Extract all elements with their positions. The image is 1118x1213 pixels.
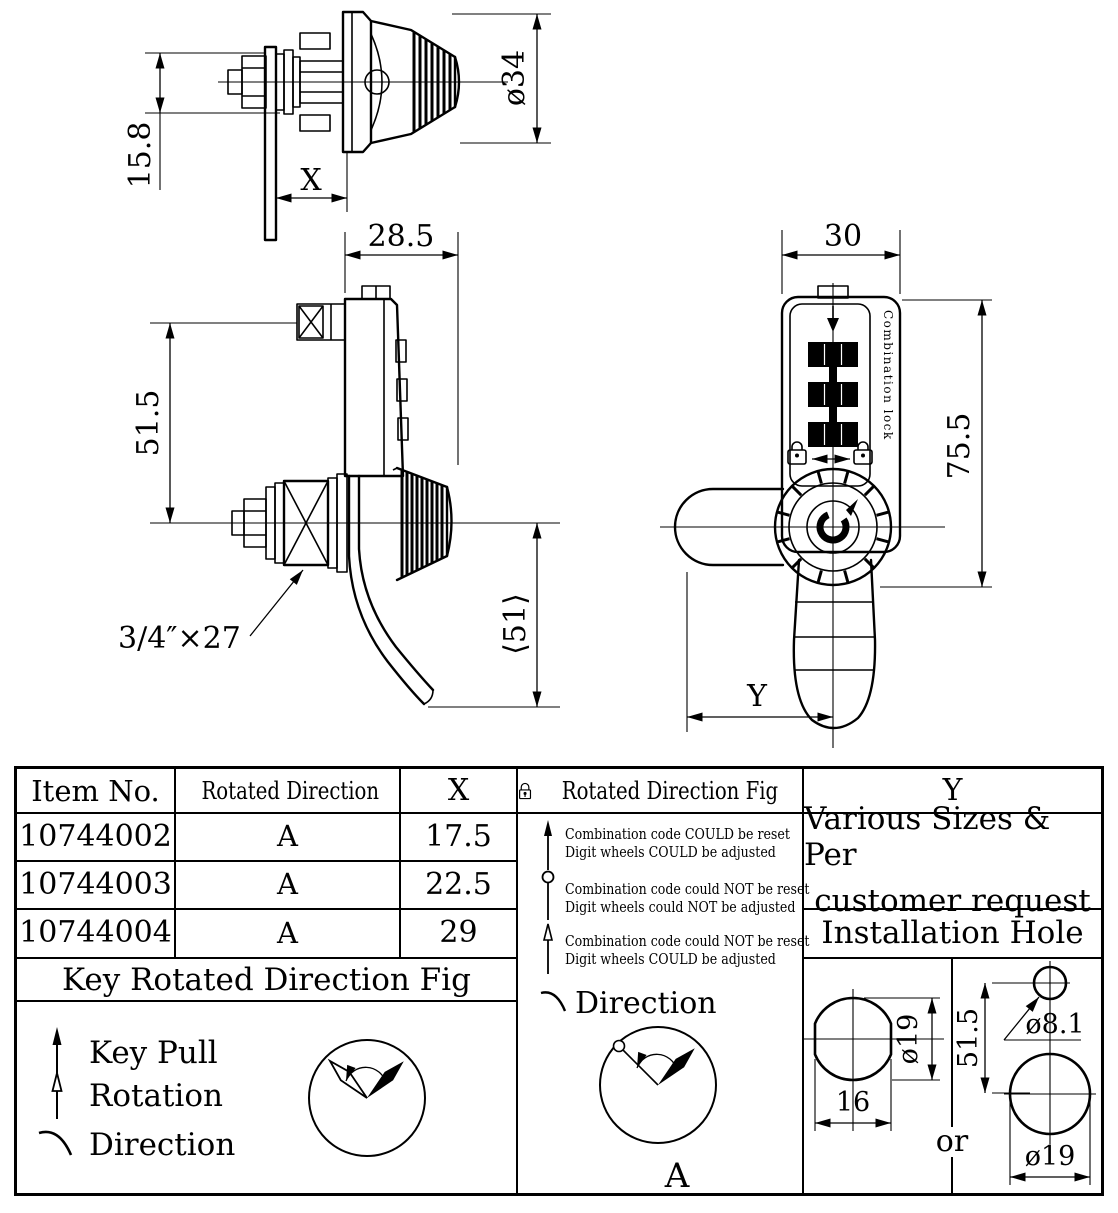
grid-line bbox=[516, 769, 518, 1193]
brand-text-vertical: Combination lock bbox=[881, 310, 895, 441]
note-line: Combination code could NOT be reset bbox=[565, 880, 810, 898]
direction-cell: A bbox=[277, 867, 298, 901]
spec-table bbox=[14, 766, 1104, 1196]
digit-wheel-row: 432 bbox=[807, 345, 859, 366]
note-reset-yes bbox=[565, 826, 833, 861]
direction-label: Direction bbox=[89, 1127, 236, 1163]
dim-label: 51.5 bbox=[131, 389, 166, 457]
pin-circle-icon bbox=[539, 868, 557, 924]
index-arrow-icon bbox=[827, 306, 839, 332]
view-side-assembly bbox=[123, 12, 551, 240]
note-line: Digit wheels could NOT be adjusted bbox=[565, 897, 796, 916]
key-pull-pointer bbox=[330, 1061, 367, 1098]
direction-arc-icon bbox=[538, 988, 570, 1016]
rotated-direction-fig-header-label: Rotated Direction Fig bbox=[561, 776, 779, 805]
or-label: or bbox=[935, 1124, 969, 1159]
double-d-hole-figure bbox=[804, 989, 944, 1131]
dim-label: ø19 bbox=[893, 1013, 924, 1065]
direction-arc-icon bbox=[39, 1132, 71, 1155]
ribbed-knob-rear bbox=[393, 468, 452, 580]
dim-label: 15.8 bbox=[123, 121, 158, 189]
thread-callout bbox=[118, 570, 303, 656]
key-fig-title: Key Rotated Direction Fig bbox=[62, 961, 471, 998]
x-column-header: X bbox=[447, 773, 470, 808]
item-no-cell: 10744002 bbox=[19, 818, 172, 854]
direction-cell: A bbox=[277, 819, 298, 853]
clip-tab-bottom bbox=[300, 115, 330, 131]
item-no-cell: 10744003 bbox=[19, 866, 172, 902]
digit-wheels bbox=[808, 342, 859, 447]
rotated-direction-header-label: Rotated Direction bbox=[201, 776, 380, 805]
rotation-arrow-icon bbox=[53, 1073, 62, 1119]
dim-x bbox=[276, 153, 347, 212]
view-profile-assembly bbox=[118, 219, 560, 707]
pin-position-marker bbox=[614, 1041, 625, 1052]
lock-body bbox=[345, 299, 408, 476]
direction-cell: A bbox=[277, 915, 298, 950]
rotated-direction-fig-header bbox=[518, 769, 802, 812]
dim-label: Y bbox=[747, 679, 767, 714]
figure-a-label: A bbox=[664, 1156, 690, 1196]
key-pull-arrow-icon bbox=[539, 818, 557, 874]
key-rotation-figure bbox=[287, 1019, 487, 1194]
clip-tab-top bbox=[300, 33, 330, 49]
grid-line bbox=[17, 1000, 518, 1002]
view-front-assembly bbox=[660, 219, 992, 748]
x-value-cell: 22.5 bbox=[425, 866, 492, 902]
digit-wheel-row: 432 bbox=[807, 425, 859, 446]
y-column-header: Y bbox=[942, 773, 963, 808]
padlock-icon bbox=[518, 774, 532, 808]
item-no-cell: 10744004 bbox=[19, 915, 172, 950]
thread-spec-label: 3/4″×27 bbox=[118, 621, 241, 656]
rotation-label: Rotation bbox=[89, 1078, 223, 1114]
x-value-cell: 29 bbox=[439, 915, 478, 950]
rotated-direction-header bbox=[176, 769, 399, 812]
x-value-cell: 17.5 bbox=[425, 818, 492, 854]
installation-hole-figures bbox=[804, 959, 1101, 1193]
key-pull-arrow-icon bbox=[53, 1027, 62, 1073]
digit-wheel-row: 432 bbox=[807, 385, 859, 406]
note-line: Digit wheels COULD be adjusted bbox=[565, 949, 776, 968]
dim-label: 75.5 bbox=[942, 412, 977, 480]
dim-knob-diameter bbox=[452, 14, 551, 143]
dim-label: 51.5 bbox=[953, 1007, 984, 1069]
note-line: Digit wheels COULD be adjusted bbox=[565, 842, 776, 861]
y-size-note-line2: customer request bbox=[814, 883, 1091, 919]
dim-label: ø8.1 bbox=[1025, 1009, 1085, 1040]
dim-15-8 bbox=[123, 53, 280, 190]
dim-label: ø34 bbox=[497, 49, 532, 107]
installation-hole-title: Installation Hole bbox=[821, 914, 1084, 951]
dim-y bbox=[687, 572, 833, 732]
dim-label: ø19 bbox=[1024, 1141, 1076, 1172]
y-size-note bbox=[804, 801, 1101, 919]
key-pull-label: Key Pull bbox=[89, 1035, 218, 1071]
y-size-note-line1: Various Sizes & Per bbox=[804, 801, 1051, 873]
dim-label: X bbox=[300, 163, 322, 198]
rotation-arrow-icon bbox=[539, 922, 557, 978]
note-line: Combination code COULD be reset bbox=[565, 825, 790, 843]
dim-label: 28.5 bbox=[367, 219, 435, 254]
dim-label: 30 bbox=[823, 219, 863, 254]
round-hole-figure bbox=[953, 961, 1096, 1185]
dim-51-5 bbox=[131, 323, 297, 523]
dim-label: ⟨51⟩ bbox=[498, 593, 533, 655]
cam-lever bbox=[349, 476, 433, 704]
dial-rotation-figure-a bbox=[577, 1004, 752, 1179]
item-no-header: Item No. bbox=[31, 773, 160, 808]
latch-protrusion bbox=[297, 304, 345, 340]
keyhole-icon bbox=[815, 499, 858, 545]
dim-label: 16 bbox=[835, 1087, 871, 1118]
direction-label: Direction bbox=[575, 986, 717, 1021]
note-line: Combination code could NOT be reset bbox=[565, 932, 810, 950]
key-legend-icons bbox=[31, 1015, 91, 1179]
dim-30 bbox=[782, 219, 900, 294]
